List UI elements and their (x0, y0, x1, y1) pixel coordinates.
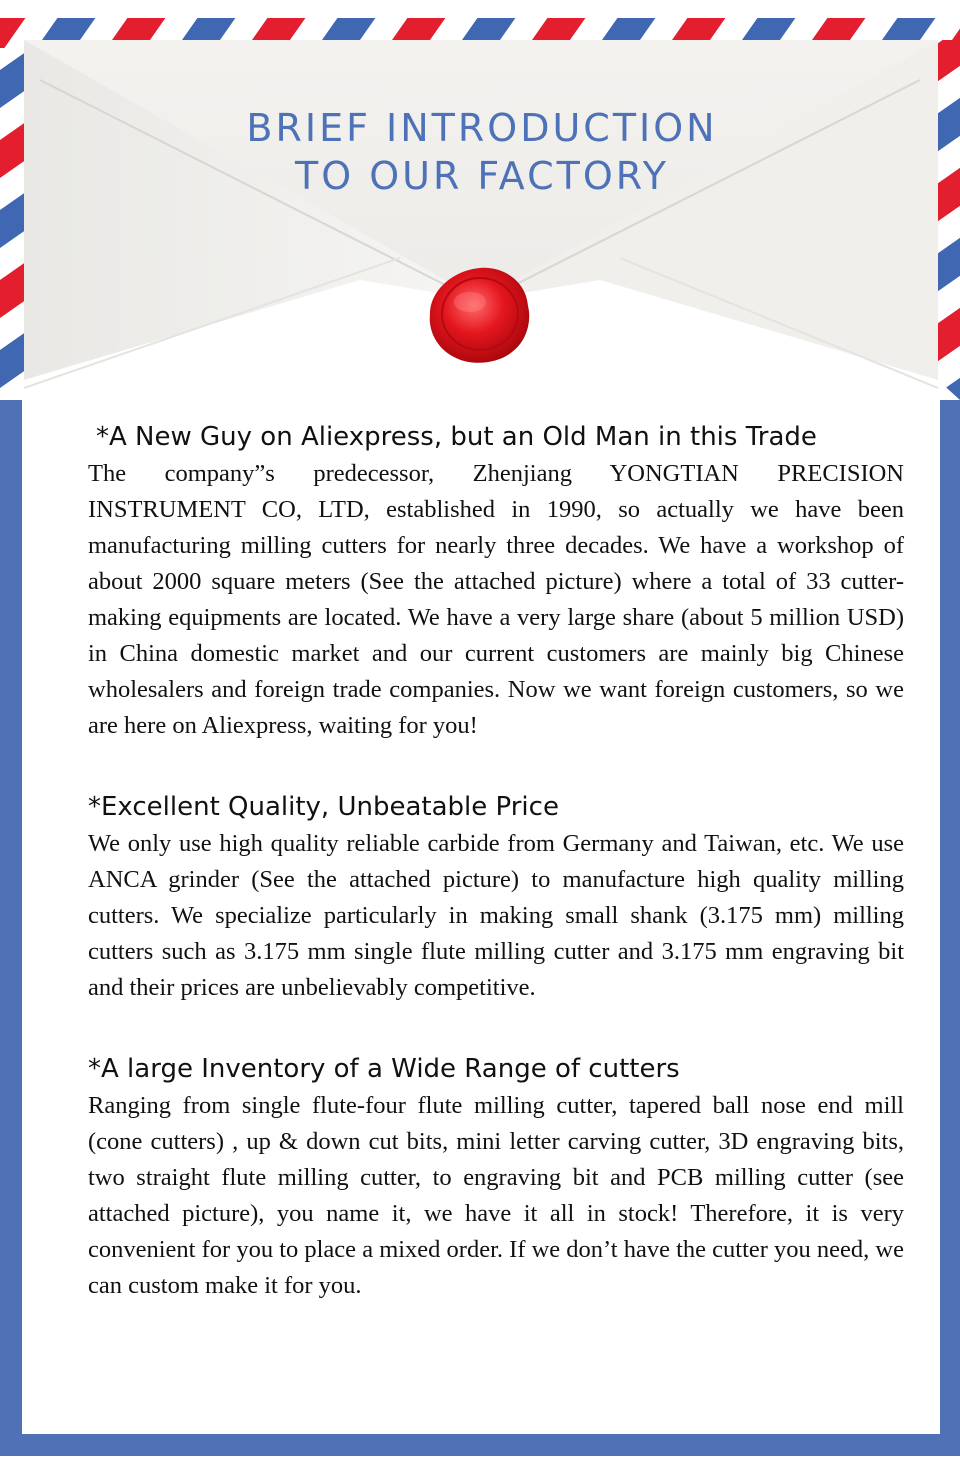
title-line-1: BRIEF INTRODUCTION (246, 106, 718, 150)
title-line-2: TO OUR FACTORY (295, 154, 669, 198)
section-body: We only use high quality reliable carbide from Germany and Taiwan, etc. We use ANCA grinder (See the attached picture) to manufacture high quality milling cutters. We specialize particularly in making small shank (3.175 mm) milling cutters such as 3.175 mm single flute milling cutter and 3.175 mm engraving bit and their prices are unbelievably competitive. (88, 830, 904, 1001)
section-body: The company”s predecessor, Zhenjiang YONGTIAN PRECISION INSTRUMENT CO, LTD, established in 1990, so actually we have been manufacturing milling cutters for nearly three decades. We have a workshop of about 2000 square meters (See the attached picture) where a total of 33 cutter-making equipments are located. We have a very large share (about 5 million USD) in China domestic market and our current customers are mainly big Chinese wholesalers and foreign trade companies. Now we want foreign customers, so we are here on Aliexpress, waiting for you! (88, 460, 904, 739)
section-inventory (88, 1050, 904, 1304)
section-heading: *A large Inventory of a Wide Range of cutters (88, 1054, 680, 1084)
section-body: Ranging from single flute-four flute milling cutter, tapered ball nose end mill (cone cutters) , up & down cut bits, mini letter carving cutter, 3D engraving bits, two straight flute milling cutter, to engraving bit and PCB milling cutter (see attached picture), you name it, we have it all in stock! Therefore, it is very convenient for you to place a mixed order. If we don’t have the cutter you need, we can custom make it for you. (88, 1092, 904, 1299)
section-new-guy (88, 418, 904, 744)
section-heading: *A New Guy on Aliexpress, but an Old Man in this Trade (96, 422, 817, 452)
page-title (0, 104, 960, 200)
introduction-content (88, 418, 904, 1304)
wax-seal-icon (420, 262, 540, 372)
section-heading: *Excellent Quality, Unbeatable Price (88, 792, 559, 822)
section-quality-price (88, 788, 904, 1006)
